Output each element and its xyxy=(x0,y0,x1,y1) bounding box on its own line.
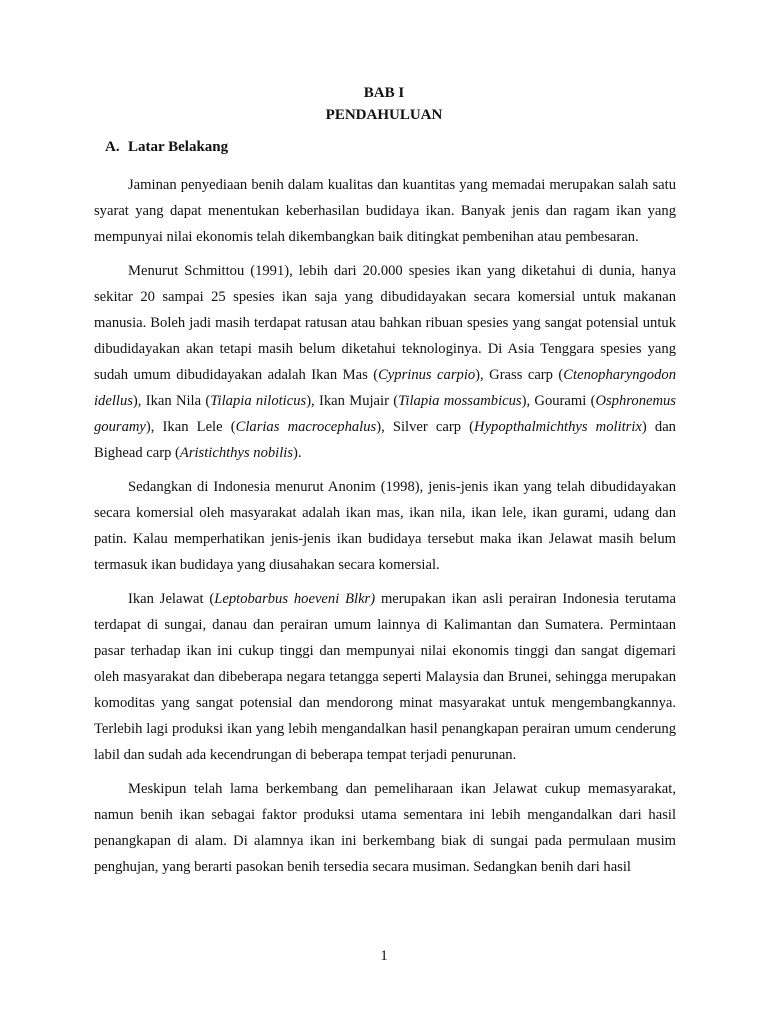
paragraph-2: Menurut Schmittou (1991), lebih dari 20.000 spesies ikan yang diketahui di dunia, hanya sekitar 20 sampai 25 spesies ikan saja yang dibudidayakan secara komersial untuk makanan manusia. Boleh jadi masih terdapat ratusan atau bahkan ribuan spesies yang sangat potensial untuk dibudidayakan akan tetapi masih belum diketahui teknologinya. Di Asia Tenggara spesies yang sudah umum dibudidayakan adalah Ikan Mas (Cyprinus carpio), Grass carp (Ctenopharyngodon idellus), Ikan Nila (Tilapia niloticus), Ikan Mujair (Tilapia mossambicus), Gourami (Osphronemus gouramy), Ikan Lele (Clarias macrocephalus), Silver carp (Hypopthalmichthys molitrix) dan Bighead carp (Aristichthys nobilis). xyxy=(94,263,676,461)
chapter-label: BAB I xyxy=(363,85,405,101)
species-name: Leptobarbus hoeveni Blkr) xyxy=(214,591,376,607)
species-name: Tilapia niloticus xyxy=(210,393,307,409)
section-title: Latar Belakang xyxy=(128,139,229,155)
species-name: Ctenopharyngodon idellus xyxy=(94,367,676,409)
section-heading xyxy=(105,137,228,157)
species-name: Tilapia mossambicus xyxy=(398,393,522,409)
chapter-heading xyxy=(0,82,768,126)
species-name: Cyprinus carpio xyxy=(378,367,476,383)
species-name: Clarias macrocephalus xyxy=(235,419,377,435)
species-name: Hypopthalmichthys molitrix xyxy=(474,419,642,435)
paragraph-4: Ikan Jelawat (Leptobarbus hoeveni Blkr) merupakan ikan asli perairan Indonesia terutama terdapat di sungai, danau dan perairan umum lainnya di Kalimantan dan Sumatera. Permintaan pasar terhadap ikan ini cukup tinggi dan mempunyai nilai ekonomis tinggi dan sangat digemari oleh masyarakat dan dibeberapa negara tetangga seperti Malaysia dan Brunei, sehingga merupakan komoditas yang sangat potensial dan mendorong minat masyarakat untuk mengembangkannya. Terlebih lagi produksi ikan yang lebih mengandalkan hasil penangkapan perairan umum cenderung labil dan sudah ada kecendrungan di beberapa tempat terjadi penurunan. xyxy=(94,591,676,763)
species-name: Osphronemus gouramy xyxy=(94,393,676,435)
paragraph-3: Sedangkan di Indonesia menurut Anonim (1998), jenis-jenis ikan yang telah dibudidayakan secara komersial oleh masyarakat adalah ikan mas, ikan nila, ikan lele, ikan gurami, udang dan patin. Kalau memperhatikan jenis-jenis ikan budidaya tersebut maka ikan Jelawat masih belum termasuk ikan budidaya yang diusahakan secara komersial. xyxy=(94,479,676,573)
paragraph-1: Jaminan penyediaan benih dalam kualitas dan kuantitas yang memadai merupakan salah satu syarat yang dapat menentukan keberhasilan budidaya ikan. Banyak jenis dan ragam ikan yang mempunyai nilai ekonomis telah dikembangkan baik ditingkat pembenihan atau pembesaran. xyxy=(94,177,676,245)
paragraph-5: Meskipun telah lama berkembang dan pemeliharaan ikan Jelawat cukup memasyarakat, namun benih ikan sebagai faktor produksi utama sementara ini lebih mengandalkan dari hasil penangkapan di alam. Di alamnya ikan ini berkembang biak di sungai pada permulaan musim penghujan, yang berarti pasokan benih tersedia secara musiman. Sedangkan benih dari hasil xyxy=(94,781,676,875)
page-number: 1 xyxy=(380,948,388,964)
chapter-title: PENDAHULUAN xyxy=(325,107,443,123)
body-text xyxy=(94,172,676,888)
section-number: A. xyxy=(105,139,120,155)
species-name: Aristichthys nobilis xyxy=(179,445,294,461)
